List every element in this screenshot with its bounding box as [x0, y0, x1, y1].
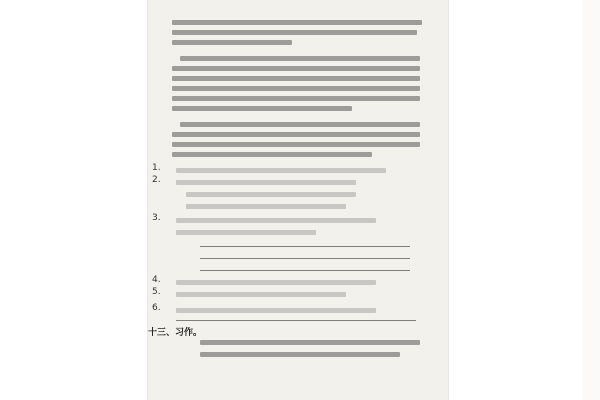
question-line	[176, 280, 376, 285]
page-right-edge	[582, 0, 600, 400]
question-number: 1.	[152, 163, 161, 173]
answer-line[interactable]	[200, 270, 410, 271]
question-number: 6.	[152, 303, 161, 313]
passage-line	[172, 66, 420, 71]
question-line	[176, 292, 346, 297]
question-number: 2.	[152, 175, 161, 185]
question-line	[176, 308, 376, 313]
question-line	[176, 230, 316, 235]
passage-line	[172, 20, 422, 25]
passage-line	[172, 40, 292, 45]
passage-line	[172, 86, 420, 91]
passage-line	[172, 132, 420, 137]
passage-line	[172, 106, 352, 111]
passage-line	[172, 96, 420, 101]
answer-line[interactable]	[200, 258, 410, 259]
question-number: 4.	[152, 275, 161, 285]
essay-section-title: 十三、习作。	[148, 328, 203, 338]
question-number: 5.	[152, 287, 161, 297]
passage-line	[172, 142, 420, 147]
answer-line[interactable]	[200, 246, 410, 247]
question-line	[186, 204, 346, 209]
question-line	[176, 180, 356, 185]
question-line	[176, 218, 376, 223]
passage-line	[180, 56, 420, 61]
passage-line	[172, 30, 417, 35]
question-number: 3.	[152, 213, 161, 223]
essay-prompt-line	[200, 340, 420, 345]
question-line	[186, 192, 356, 197]
passage-line	[172, 152, 372, 157]
passage-line	[172, 76, 420, 81]
essay-prompt-line	[200, 352, 400, 357]
document-summary	[0, 0, 1, 1]
question-line	[176, 168, 386, 173]
answer-line[interactable]	[176, 320, 416, 321]
passage-line	[180, 122, 420, 127]
